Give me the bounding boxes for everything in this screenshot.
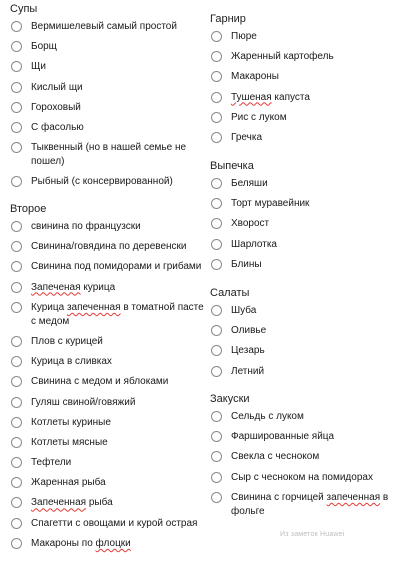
checklist-item-label: Запеченная рыба	[31, 497, 113, 509]
checklist-item-label: Гречка	[231, 131, 263, 143]
radio-unchecked-icon[interactable]	[211, 345, 222, 356]
radio-unchecked-icon[interactable]	[211, 451, 222, 462]
checklist-item[interactable]	[210, 50, 406, 64]
radio-unchecked-icon[interactable]	[211, 112, 222, 123]
radio-unchecked-icon[interactable]	[211, 411, 222, 422]
checklist-item-label: Щи	[31, 61, 46, 73]
checklist-item[interactable]	[210, 131, 406, 145]
section-title: Супы	[10, 3, 38, 15]
checklist-item[interactable]	[210, 304, 406, 318]
radio-unchecked-icon[interactable]	[211, 132, 222, 143]
checklist-item-label: Спагетти с овощами и курой острая	[31, 517, 198, 529]
checklist-item[interactable]	[10, 355, 205, 369]
checklist-item[interactable]	[210, 365, 406, 379]
checklist-item-label: Котлеты мясные	[31, 436, 108, 448]
checklist-item[interactable]	[210, 91, 406, 105]
checklist-item-label: Шарлотка	[231, 238, 277, 250]
radio-unchecked-icon[interactable]	[11, 61, 22, 72]
checklist-item[interactable]	[10, 81, 205, 95]
checklist-item-label: Беляши	[231, 178, 268, 189]
checklist	[210, 304, 406, 379]
checklist-item[interactable]	[210, 197, 406, 211]
checklist-item[interactable]	[210, 70, 406, 84]
checklist	[210, 30, 406, 145]
radio-unchecked-icon[interactable]	[11, 497, 22, 508]
checklist-item[interactable]	[10, 396, 205, 410]
radio-unchecked-icon[interactable]	[211, 492, 222, 503]
section-soups	[10, 2, 205, 196]
checklist-item[interactable]	[210, 177, 406, 191]
checklist-item-label: Пюре	[231, 31, 257, 42]
radio-unchecked-icon[interactable]	[11, 538, 22, 549]
checklist-item-label: Жаренная рыба	[31, 477, 106, 489]
checklist-item[interactable]	[10, 141, 205, 169]
checklist-item[interactable]	[210, 258, 406, 272]
section-title: Второе	[10, 203, 47, 215]
spellcheck-underlined-word: запеченная	[326, 491, 381, 503]
checklist-item[interactable]	[210, 410, 406, 424]
checklist-item-label: Свекла с чесноком	[231, 451, 320, 463]
checklist-item-label: Вермишелевый самый простой	[31, 21, 177, 32]
radio-unchecked-icon[interactable]	[211, 51, 222, 62]
radio-unchecked-icon[interactable]	[11, 302, 22, 313]
radio-unchecked-icon[interactable]	[11, 142, 22, 153]
radio-unchecked-icon[interactable]	[211, 71, 222, 82]
checklist-item-label: Торт муравейник	[231, 198, 310, 210]
checklist-item[interactable]	[210, 111, 406, 125]
checklist-item-label: Кислый щи	[31, 81, 83, 93]
checklist-item-label: Курица запеченная в томатной пасте с медом	[31, 301, 204, 327]
checklist-item[interactable]	[10, 335, 205, 349]
checklist-item[interactable]	[10, 20, 205, 34]
radio-unchecked-icon[interactable]	[11, 417, 22, 428]
section-title: Салаты	[210, 287, 250, 299]
radio-unchecked-icon[interactable]	[11, 176, 22, 187]
spellcheck-underlined-word: Тушеная	[231, 91, 272, 103]
radio-unchecked-icon[interactable]	[11, 376, 22, 387]
checklist-item-label: Жаренный картофель	[231, 51, 334, 63]
checklist-item-label: Макароны	[231, 71, 279, 83]
radio-unchecked-icon[interactable]	[11, 82, 22, 93]
checklist-item-label: Свинина с медом и яблоками	[31, 376, 169, 388]
checklist-item[interactable]	[210, 450, 406, 464]
radio-unchecked-icon[interactable]	[11, 41, 22, 52]
checklist-item-label: свинина по французски	[31, 221, 141, 232]
checklist-item-label: Рыбный (с консервированной)	[31, 176, 173, 188]
checklist-item-label: Гуляш свиной/говяжий	[31, 396, 136, 408]
radio-unchecked-icon[interactable]	[211, 305, 222, 316]
checklist-item[interactable]	[10, 175, 205, 189]
checklist-item-label: Гороховый	[31, 101, 81, 113]
radio-unchecked-icon[interactable]	[11, 356, 22, 367]
checklist-item[interactable]	[10, 281, 205, 295]
checklist-item-label: Свинина под помидорами и грибами	[31, 261, 202, 273]
radio-unchecked-icon[interactable]	[211, 472, 222, 483]
radio-unchecked-icon[interactable]	[11, 122, 22, 133]
radio-unchecked-icon[interactable]	[11, 518, 22, 529]
radio-unchecked-icon[interactable]	[11, 102, 22, 113]
radio-unchecked-icon[interactable]	[211, 31, 222, 42]
spellcheck-underlined-word: Запеченая	[31, 281, 81, 293]
radio-unchecked-icon[interactable]	[11, 477, 22, 488]
checklist-item[interactable]	[10, 436, 205, 450]
checklist-item[interactable]	[210, 324, 406, 338]
radio-unchecked-icon[interactable]	[11, 21, 22, 32]
checklist-item-label: Борщ	[31, 41, 57, 53]
checklist-item[interactable]	[10, 416, 205, 430]
checklist-item[interactable]	[10, 301, 205, 329]
checklist-item-label: Макароны по флоцки	[31, 537, 131, 549]
section-salads	[210, 286, 406, 385]
section-title: Выпечка	[210, 160, 254, 172]
checklist-item-label: Тыквенный (но в нашей семье не пошел)	[31, 142, 187, 168]
checklist-item[interactable]	[10, 240, 205, 254]
radio-unchecked-icon[interactable]	[11, 282, 22, 293]
spellcheck-underlined-word: флоцки	[95, 537, 131, 549]
spellcheck-underlined-word: запеченная	[66, 301, 121, 313]
section-title: Гарнир	[210, 13, 246, 25]
checklist-item[interactable]	[10, 260, 205, 274]
checklist-item[interactable]	[210, 430, 406, 444]
spellcheck-underlined-word: Запеченная	[31, 497, 87, 509]
checklist-item-label: Шуба	[231, 305, 257, 316]
checklist-item[interactable]	[10, 537, 205, 551]
watermark-text: Из заметок Huawei	[280, 531, 345, 538]
checklist-item-label: Цезарь	[231, 345, 265, 357]
checklist-item[interactable]	[10, 496, 205, 510]
checklist	[210, 410, 406, 519]
checklist-item[interactable]	[210, 217, 406, 231]
checklist-item-label: Плов с курицей	[31, 335, 103, 347]
checklist-item[interactable]	[210, 344, 406, 358]
radio-unchecked-icon[interactable]	[11, 261, 22, 272]
checklist-item[interactable]	[210, 471, 406, 485]
checklist	[10, 220, 205, 551]
checklist-item[interactable]	[10, 476, 205, 490]
checklist-item-label: Тушеная капуста	[231, 91, 310, 103]
checklist-item[interactable]	[10, 220, 205, 234]
checklist-item[interactable]	[210, 238, 406, 252]
checklist-item-label: Сельдь с луком	[231, 411, 304, 422]
radio-unchecked-icon[interactable]	[211, 325, 222, 336]
radio-unchecked-icon[interactable]	[211, 92, 222, 103]
radio-unchecked-icon[interactable]	[211, 178, 222, 189]
checklist-item[interactable]	[10, 456, 205, 470]
checklist-item[interactable]	[10, 517, 205, 531]
checklist-item[interactable]	[10, 121, 205, 135]
checklist-item-label: Оливье	[231, 325, 267, 337]
checklist-item[interactable]	[10, 60, 205, 74]
checklist-item-label: С фасолью	[31, 121, 84, 133]
section-bakery	[210, 159, 406, 278]
radio-unchecked-icon[interactable]	[211, 239, 222, 250]
radio-unchecked-icon[interactable]	[211, 198, 222, 209]
radio-unchecked-icon[interactable]	[11, 336, 22, 347]
section-title: Закуски	[210, 393, 250, 405]
checklist-item[interactable]	[10, 375, 205, 389]
checklist	[210, 177, 406, 272]
checklist-item-label: Свинина с горчицей запеченная в фольге	[231, 491, 389, 517]
radio-unchecked-icon[interactable]	[11, 437, 22, 448]
checklist-item[interactable]	[210, 491, 406, 519]
radio-unchecked-icon[interactable]	[211, 366, 222, 377]
checklist-item[interactable]	[210, 30, 406, 44]
radio-unchecked-icon[interactable]	[211, 431, 222, 442]
checklist-item[interactable]	[10, 40, 205, 54]
radio-unchecked-icon[interactable]	[11, 457, 22, 468]
section-garnish	[210, 12, 406, 151]
radio-unchecked-icon[interactable]	[11, 397, 22, 408]
section-snacks	[210, 392, 406, 525]
checklist-item-label: Запеченая курица	[31, 281, 116, 293]
checklist-item-label: Курица в сливках	[31, 356, 112, 368]
radio-unchecked-icon[interactable]	[211, 259, 222, 270]
checklist-item-label: Хворост	[231, 218, 270, 230]
checklist-item-label: Фаршированные яйца	[231, 431, 335, 443]
checklist-item-label: Летний	[231, 365, 265, 377]
checklist	[10, 20, 205, 189]
checklist-item-label: Тефтели	[31, 457, 72, 469]
radio-unchecked-icon[interactable]	[211, 218, 222, 229]
section-second	[10, 202, 205, 557]
checklist-item[interactable]	[10, 101, 205, 115]
checklist-item-label: Блины	[231, 258, 262, 270]
checklist-item-label: Рис с луком	[231, 111, 287, 123]
radio-unchecked-icon[interactable]	[11, 221, 22, 232]
checklist-item-label: Свинина/говядина по деревенски	[31, 241, 187, 253]
checklist-item-label: Сыр с чесноком на помидорах	[231, 471, 373, 483]
radio-unchecked-icon[interactable]	[11, 241, 22, 252]
checklist-item-label: Котлеты куриные	[31, 416, 111, 428]
